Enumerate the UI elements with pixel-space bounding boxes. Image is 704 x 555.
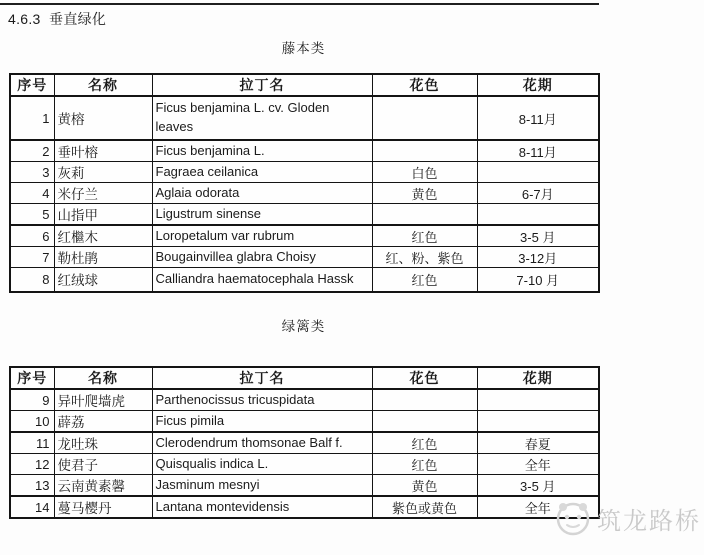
col-header-color: 花色: [372, 367, 477, 389]
col-header-color: 花色: [372, 74, 477, 96]
hedge-plants-table: [9, 366, 600, 519]
cell-period: 全年: [477, 454, 599, 475]
table-row: [10, 96, 599, 140]
cell-latin: Fagraea ceilanica: [152, 162, 372, 183]
cell-latin: Lantana montevidensis: [152, 496, 372, 518]
cell-period: [477, 162, 599, 183]
cell-name: 云南黄素馨: [54, 475, 152, 497]
table-row: [10, 183, 599, 204]
cell-no: 7: [10, 247, 54, 268]
cell-color: 红色: [372, 268, 477, 292]
cell-period: [477, 204, 599, 226]
cell-period: [477, 389, 599, 411]
vine-category-label: 藤本类: [281, 41, 326, 56]
col-header-no: 序号: [10, 74, 54, 96]
top-divider: [0, 3, 599, 5]
cell-period: 8-11月: [477, 140, 599, 162]
cell-no: 11: [10, 432, 54, 454]
cell-name: 红檵木: [54, 225, 152, 247]
cell-color: 黄色: [372, 475, 477, 497]
cell-latin: Clerodendrum thomsonae Balf f.: [152, 432, 372, 454]
table-row: [10, 225, 599, 247]
cell-name: 使君子: [54, 454, 152, 475]
cell-latin: Quisqualis indica L.: [152, 454, 372, 475]
cell-no: 6: [10, 225, 54, 247]
cell-latin: Aglaia odorata: [152, 183, 372, 204]
cell-latin: Ficus benjamina L. cv. Gloden leaves: [152, 96, 372, 140]
table-row: [10, 411, 599, 433]
cell-period: 3-5 月: [477, 225, 599, 247]
cell-name: 米仔兰: [54, 183, 152, 204]
cell-name: 垂叶榕: [54, 140, 152, 162]
cell-latin: Ligustrum sinense: [152, 204, 372, 226]
cell-color: 黄色: [372, 183, 477, 204]
cell-color: [372, 140, 477, 162]
cell-latin: Ficus benjamina L.: [152, 140, 372, 162]
col-header-name: 名称: [54, 74, 152, 96]
cell-latin: Jasminum mesnyi: [152, 475, 372, 497]
table-row: [10, 432, 599, 454]
cell-name: 山指甲: [54, 204, 152, 226]
cell-name: 红绒球: [54, 268, 152, 292]
cell-color: 白色: [372, 162, 477, 183]
cell-no: 3: [10, 162, 54, 183]
cell-no: 13: [10, 475, 54, 497]
cell-period: 3-12月: [477, 247, 599, 268]
cell-name: 黄榕: [54, 96, 152, 140]
hedge-category-label: 绿篱类: [281, 319, 326, 334]
cell-name: 异叶爬墙虎: [54, 389, 152, 411]
cell-name: 勒杜鹃: [54, 247, 152, 268]
cell-name: 薜荔: [54, 411, 152, 433]
cell-period: 8-11月: [477, 96, 599, 140]
panda-logo-icon: [554, 499, 592, 537]
cell-period: [477, 411, 599, 433]
cell-period: 6-7月: [477, 183, 599, 204]
cell-color: 红色: [372, 225, 477, 247]
cell-color: 红、粉、紫色: [372, 247, 477, 268]
cell-no: 8: [10, 268, 54, 292]
watermark: [554, 499, 701, 537]
col-header-latin: 拉丁名: [152, 367, 372, 389]
col-header-period: 花期: [477, 367, 599, 389]
cell-no: 12: [10, 454, 54, 475]
cell-period: 春夏: [477, 432, 599, 454]
vine-plants-table: [9, 73, 600, 293]
cell-no: 14: [10, 496, 54, 518]
col-header-no: 序号: [10, 367, 54, 389]
cell-color: 紫色或黄色: [372, 496, 477, 518]
table-row: [10, 475, 599, 497]
cell-color: 红色: [372, 432, 477, 454]
cell-no: 9: [10, 389, 54, 411]
cell-name: 龙吐珠: [54, 432, 152, 454]
cell-period: 7-10 月: [477, 268, 599, 292]
section-heading: 4.6.3 垂直绿化: [8, 11, 107, 27]
cell-no: 2: [10, 140, 54, 162]
table-row: [10, 454, 599, 475]
table-row: [10, 268, 599, 292]
cell-period: 3-5 月: [477, 475, 599, 497]
cell-color: [372, 204, 477, 226]
cell-period: 全年: [477, 496, 599, 518]
cell-latin: Loropetalum var rubrum: [152, 225, 372, 247]
col-header-period: 花期: [477, 74, 599, 96]
table-row: [10, 204, 599, 226]
col-header-name: 名称: [54, 367, 152, 389]
table-row: [10, 389, 599, 411]
cell-latin: Parthenocissus tricuspidata: [152, 389, 372, 411]
cell-name: 灰莉: [54, 162, 152, 183]
cell-no: 4: [10, 183, 54, 204]
table-row: [10, 496, 599, 518]
col-header-latin: 拉丁名: [152, 74, 372, 96]
cell-latin: Ficus pimila: [152, 411, 372, 433]
cell-color: [372, 96, 477, 140]
cell-no: 10: [10, 411, 54, 433]
table-header-row: [10, 367, 599, 389]
cell-color: [372, 411, 477, 433]
cell-color: [372, 389, 477, 411]
cell-name: 蔓马樱丹: [54, 496, 152, 518]
table-row: [10, 162, 599, 183]
table-header-row: [10, 74, 599, 96]
table-row: [10, 140, 599, 162]
cell-color: 红色: [372, 454, 477, 475]
table-row: [10, 247, 599, 268]
cell-no: 5: [10, 204, 54, 226]
cell-latin: Bougainvillea glabra Choisy: [152, 247, 372, 268]
watermark-brand-text: 筑龙路桥: [597, 507, 701, 535]
cell-no: 1: [10, 96, 54, 140]
cell-latin: Calliandra haematocephala Hassk: [152, 268, 372, 292]
